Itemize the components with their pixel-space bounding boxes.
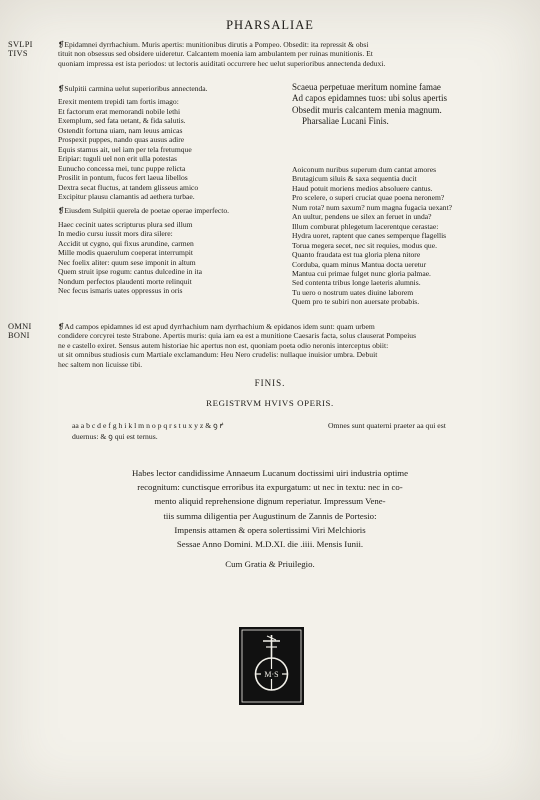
verse-line: An uultur, pendens ue silex an feruet in unda?: [292, 212, 432, 222]
margin-note-bottom: [8, 322, 32, 341]
verse-line: Hydra uoret, raptent que canes semperque flagellis: [292, 231, 447, 241]
verse-line: Quanto fraudata est tua gloria plena nitore: [292, 250, 421, 260]
colophon-line: Impensis attamen & opera solertissimi Viri Melchioris: [174, 524, 366, 535]
verse-line: Brutagicum siluis & saxa sequentia ducit: [292, 174, 417, 184]
colophon-line: recognitum: cunctisque erroribus ita expurgatum: ut nec in textu: nec in co-: [137, 482, 403, 493]
colophon-line: Habes lector candidissime Annaeum Lucanum doctissimi uiri industria optime: [131, 468, 409, 478]
registrum-note: Omnes sunt quaterni praeter aa qui est: [328, 421, 446, 430]
colophon-line: mento aliquid reprehensione dignum reperiatur. Impressum Vene-: [154, 496, 386, 507]
text-line: tituit non obsessus sed obsidere uideretur. Calcantem moenia iam ambulantem per ruinas munitionis. Et: [58, 49, 373, 59]
verse-line: Eunucho concessa mei, tunc puppe relicta: [58, 163, 186, 173]
verse-line: Exemplum, sed fata uetant, & fida salutis.: [58, 116, 186, 126]
text-line: hec saltem non licuisse tibi.: [58, 359, 143, 369]
verse-line: Equis stamus ait, uel iam per tela fretumque: [58, 144, 192, 154]
verse-line: Dextra secat fluctus, at tandem glisseus amico: [58, 182, 199, 192]
text-line: ❡Epidamnei dyrrhachium. Muris apertis: munitionibus dirutis a Pompeo. Obsedit: ita repressit & obsi: [58, 40, 369, 49]
margin-note-line: TIVS: [8, 49, 28, 59]
verse-line: Sed contenta tribus longe laeteris alumnis.: [292, 278, 421, 288]
verse-line: Ad capos epidamnes tuos: ubi solus apertis: [292, 93, 447, 104]
book-finis: Pharsaliae Lucani Finis.: [302, 115, 389, 126]
text-line: ❡Ad campos epidamnes id est apud dyrrhachium nam dyrrhachium & epidanos idem sunt: quam urbem: [58, 322, 375, 331]
left-verse-column: [58, 84, 293, 296]
running-header: PHARSALIAE: [226, 18, 314, 32]
verse-line: Haec cecinit uates scripturus plura sed illum: [58, 219, 193, 229]
verse-line: Obsedit muris calcantem menia magnum.: [292, 104, 442, 115]
registrum-letters: aa a b c d e f g h i k l m n o p q r s t u x y z & ꝯ ꝵ: [72, 421, 224, 430]
verse-line: Tu uero o nostrum uates diuine laborem: [292, 287, 414, 297]
verse-line: Num rota? num saxum? num magna fugacia uexant?: [292, 202, 453, 212]
verse-line: Prosilit in pontum, fucos fert laeua libellos: [58, 173, 188, 183]
verse-line: Quem struit ipse rogum: cantus dulcedine in ita: [58, 267, 203, 277]
verse-line: Pro scelere, o superi cruciat quae poena neronem?: [292, 193, 445, 203]
colophon-line: tiis summa diligentia per Augustinum de Zannis de Portesio:: [163, 510, 377, 521]
printer-mark-letters: M·S: [264, 670, 279, 679]
text-line: ne e castello exiret. Sensus autem historiae hic apertus non est, quoniam poeta odio neronis interceptus obiit:: [58, 340, 389, 350]
privilege-line: Cum Gratia & Priuilegio.: [225, 559, 315, 570]
right-top-column: [292, 82, 530, 127]
margin-note-top: [8, 40, 33, 59]
margin-note-line: BONI: [8, 331, 30, 341]
verse-line: Torua megera secet, nec sit requies, modus que.: [292, 240, 437, 250]
finis-label: FINIS.: [254, 378, 286, 388]
registrum-line2: duernus: & ꝯ qui est ternus.: [72, 432, 158, 441]
text-line: quoniam impressa est ista periodos: ut lectoris auiditati occurrere hec uelut superioribus annectenda deduxi.: [58, 58, 386, 68]
verse-line: Ostendit fortuna uiam, nam leuus amicas: [58, 125, 183, 135]
verse-line: In medio cursu iussit mors dira silere:: [58, 229, 173, 239]
section-heading: ❡Eiusdem Sulpitii querela de poetae operae imperfecto.: [58, 206, 230, 216]
verse-line: Erexit mentem trepidi tam fortis imago:: [58, 97, 179, 107]
verse-line: Nec fecus ismaris uates oppressus in oris: [58, 286, 183, 296]
margin-note-line: SVLPI: [8, 40, 33, 49]
verse-line: Accidit ut cygno, qui fixus arundine, carmen: [58, 238, 194, 248]
text-line: condidere corcyrei teste Strabone. Apertis muris: quia iam ea est a munitione Caesaris facta, solus clauserat Pompeius: [58, 331, 417, 341]
verse-line: Eripiar: tuguli uel non erit ulla potestas: [58, 154, 177, 164]
verse-line: Haud potuit moriens medios absoluere cantus.: [292, 183, 433, 193]
colophon-line: Sessae Anno Domini. M.D.XI. die .iiii. Mensis Iunii.: [176, 539, 364, 550]
verse-line: Excipitur plausu clamantis ad aethera turbae.: [58, 191, 195, 201]
colophon: [40, 466, 500, 571]
printers-mark-icon: [239, 627, 304, 705]
margin-note-line: OMNI: [8, 322, 32, 331]
text-line: ut sit omnibus studiosis cum Martiale exclamandum: Heu Nero crudelis: nullaque inuisior umbra. Debuit: [58, 350, 378, 360]
verse-line: Mille modis quaerulum coeperat interrumpit: [58, 248, 193, 258]
verse-line: Quem pro te subiri non auersate probabis.: [292, 297, 420, 307]
commentary-paragraph: [58, 322, 530, 369]
verse-line: Nondum perfectos plaudenti morte relinquit: [58, 276, 192, 286]
right-verse-column: [292, 165, 530, 307]
verse-line: Illum comburat phlegetum lacerentque cerastae:: [292, 221, 439, 231]
intro-paragraph: [58, 40, 528, 68]
verse-line: Mantua cui primae fulget nunc gloria palmae.: [292, 268, 431, 278]
verse-line: Aoiconum nuribus superum dum cantat amores: [292, 165, 437, 174]
verse-line: Corduba, quam minus Mantua docta ueretur: [292, 259, 427, 269]
verse-line: Prospexit puppes, nando quas ausus adire: [58, 135, 185, 145]
verse-line: Nec foelix aliter: quum sese imponit in altum: [58, 257, 196, 267]
verse-line: Et factorum erat memorandi nobile lethi: [58, 106, 181, 116]
registrum-title: REGISTRVM HVIVS OPERIS.: [206, 398, 334, 408]
section-heading: ❡Sulpitii carmina uelut superioribus annectenda.: [58, 84, 208, 93]
verse-line: Scaeua perpetuae meritum nomine famae: [292, 82, 441, 92]
